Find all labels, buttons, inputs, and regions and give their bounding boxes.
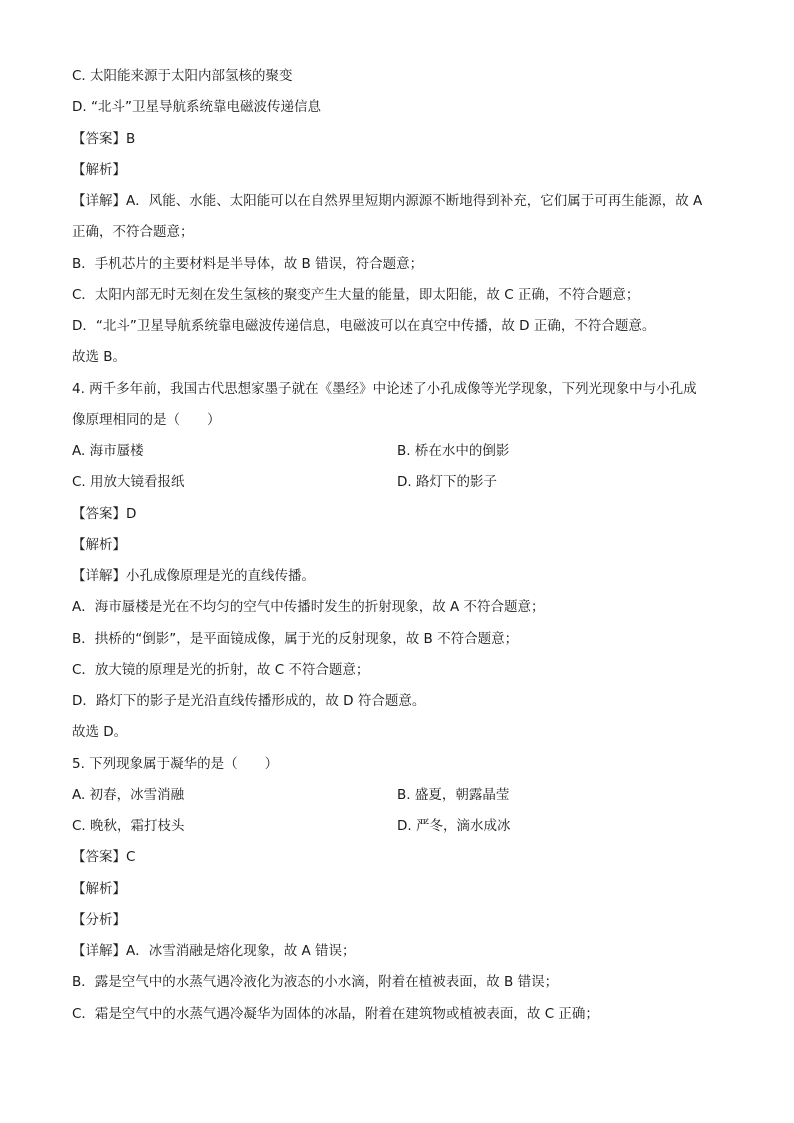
q3-analysis-label: 【解析】 (72, 162, 126, 178)
q3-detail-line: D．“北斗”卫星导航系统靠电磁波传递信息，电磁波可以在真空中传播，故 D 正确，不符合题意。 (72, 318, 656, 334)
q5-detail-line: B．露是空气中的水蒸气遇冷液化为液态的小水滴，附着在植被表面，故 B 错误； (72, 974, 559, 990)
q4-analysis-label: 【解析】 (72, 537, 126, 553)
q3-detail-line: 正确，不符合题意； (72, 224, 194, 240)
q3-detail-line: B．手机芯片的主要材料是半导体，故 B 错误，符合题意； (72, 256, 424, 272)
q5-detail-line: 【详解】A．冰雪消融是熔化现象，故 A 错误； (72, 943, 356, 959)
q4-detail-line: D．路灯下的影子是光沿直线传播形成的，故 D 符合题意。 (72, 693, 426, 709)
q4-option-b: B. 桥在水中的倒影 (397, 443, 510, 459)
q3-detail-line: C．太阳内部无时无刻在发生氢核的聚变产生大量的能量，即太阳能，故 C 正确，不符合题意； (72, 287, 640, 303)
q5-option-c: C. 晚秋，霜打枝头 (72, 818, 185, 834)
q4-conclusion: 故选 D。 (72, 724, 128, 740)
q4-detail-line: 【详解】小孔成像原理是光的直线传播。 (72, 568, 315, 584)
q4-stem: 4. 两千多年前，我国古代思想家墨子就在《墨经》中论述了小孔成像等光学现象，下列光现象中与小孔成 (72, 381, 697, 397)
q5-answer: 【答案】C (72, 849, 136, 865)
q4-detail-line: B．拱桥的“倒影”，是平面镜成像，属于光的反射现象，故 B 不符合题意； (72, 631, 519, 647)
q5-option-d: D. 严冬，滴水成冰 (397, 818, 511, 834)
q4-answer: 【答案】D (72, 506, 137, 522)
q4-detail-line: C．放大镜的原理是光的折射，故 C 不符合题意； (72, 662, 370, 678)
q4-option-a: A. 海市蜃楼 (72, 443, 144, 459)
q5-stem: 5. 下列现象属于凝华的是（ ） (72, 756, 279, 772)
q3-detail-line: 【详解】A．风能、水能、太阳能可以在自然界里短期内源源不断地得到补充，它们属于可再生能源，故 A (72, 193, 703, 209)
q3-option-c: C. 太阳能来源于太阳内部氢核的聚变 (72, 68, 293, 84)
q3-option-d: D. “北斗”卫星导航系统靠电磁波传递信息 (72, 99, 321, 115)
q5-option-a: A. 初春，冰雪消融 (72, 787, 185, 803)
q3-answer: 【答案】B (72, 131, 136, 147)
q4-option-d: D. 路灯下的影子 (397, 474, 497, 490)
q5-option-b: B. 盛夏，朝露晶莹 (397, 787, 510, 803)
q5-analysis-label: 【解析】 (72, 881, 126, 897)
q4-detail-line: A．海市蜃楼是光在不均匀的空气中传播时发生的折射现象，故 A 不符合题意； (72, 599, 545, 615)
q4-option-c: C. 用放大镜看报纸 (72, 474, 185, 490)
q5-fenxi-label: 【分析】 (72, 912, 126, 928)
q3-conclusion: 故选 B。 (72, 349, 127, 365)
q4-stem: 像原理相同的是（ ） (72, 412, 221, 428)
q5-detail-line: C．霜是空气中的水蒸气遇冷凝华为固体的冰晶，附着在建筑物或植被表面，故 C 正确； (72, 1006, 599, 1022)
